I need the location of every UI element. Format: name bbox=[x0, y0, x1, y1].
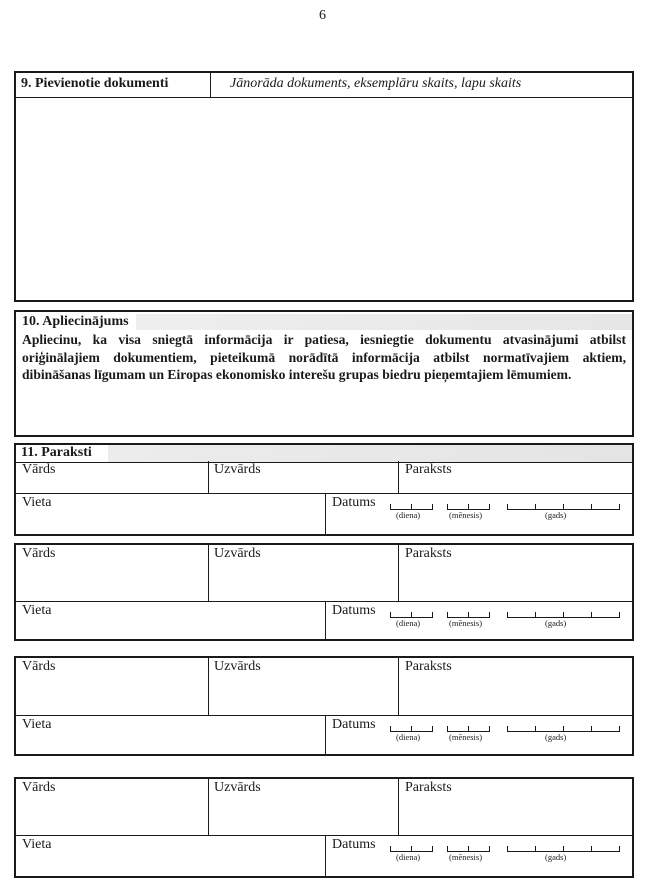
date-year-tick bbox=[507, 726, 508, 732]
place-label: Vieta bbox=[22, 837, 52, 852]
place-label: Vieta bbox=[22, 495, 52, 510]
first-name-label: Vārds bbox=[22, 780, 56, 795]
row-divider bbox=[16, 493, 632, 494]
date-day-label: (diena) bbox=[396, 852, 421, 862]
date-year-tick bbox=[535, 504, 536, 510]
row2-divider bbox=[325, 601, 326, 639]
date-month-tick bbox=[447, 846, 448, 852]
date-year-tick bbox=[507, 846, 508, 852]
date-day-tick bbox=[390, 846, 391, 852]
row1-divider-1 bbox=[208, 545, 209, 601]
date-day-tick bbox=[390, 612, 391, 618]
date-year-tick bbox=[535, 726, 536, 732]
certification-section bbox=[14, 310, 634, 437]
certification-title: 10. Apliecinājums bbox=[16, 314, 632, 330]
row2-divider bbox=[325, 835, 326, 876]
date-month-label: (mēnesis) bbox=[449, 732, 483, 742]
date-month-label: (mēnesis) bbox=[449, 618, 483, 628]
date-month-tick bbox=[489, 504, 490, 510]
first-name-field[interactable] bbox=[16, 676, 206, 715]
first-name-label: Vārds bbox=[22, 462, 56, 477]
date-day-tick bbox=[432, 726, 433, 732]
date-month-tick bbox=[447, 726, 448, 732]
header-divider bbox=[210, 73, 211, 97]
page-number: 6 bbox=[319, 8, 326, 23]
attached-documents-section bbox=[14, 71, 634, 302]
date-field[interactable] bbox=[387, 717, 627, 743]
place-field[interactable] bbox=[16, 621, 322, 637]
last-name-field[interactable] bbox=[210, 797, 396, 835]
place-field[interactable] bbox=[16, 855, 322, 871]
signature-block-2 bbox=[14, 543, 634, 641]
date-year-tick bbox=[619, 846, 620, 852]
signature-block-4 bbox=[14, 777, 634, 878]
row-divider bbox=[16, 601, 632, 602]
date-month-tick bbox=[489, 612, 490, 618]
signature-label: Paraksts bbox=[405, 546, 452, 561]
signature-field[interactable] bbox=[400, 563, 632, 601]
date-label: Datums bbox=[332, 717, 376, 732]
row1-divider-1 bbox=[208, 658, 209, 715]
attached-documents-hint: Jānorāda dokuments, eksemplāru skaits, lapu skaits bbox=[230, 76, 522, 91]
date-month-label: (mēnesis) bbox=[449, 510, 483, 520]
last-name-field[interactable] bbox=[210, 563, 396, 601]
date-month-tick bbox=[447, 504, 448, 510]
signature-block-3 bbox=[14, 656, 634, 756]
date-year-tick bbox=[507, 612, 508, 618]
date-label: Datums bbox=[332, 603, 376, 618]
date-month-tick bbox=[447, 612, 448, 618]
date-month-label: (mēnesis) bbox=[449, 852, 483, 862]
date-year-label: (gads) bbox=[545, 732, 567, 742]
row2-divider bbox=[325, 493, 326, 534]
place-field[interactable] bbox=[16, 513, 322, 529]
row2-divider bbox=[325, 715, 326, 754]
date-year-tick bbox=[619, 612, 620, 618]
first-name-field[interactable] bbox=[16, 479, 206, 493]
signature-label: Paraksts bbox=[405, 462, 452, 477]
last-name-label: Uzvārds bbox=[214, 462, 261, 477]
date-field[interactable] bbox=[387, 495, 627, 521]
date-day-tick bbox=[390, 504, 391, 510]
certification-text: Apliecinu, ka visa sniegtā informācija ir patiesa, iesniegtie dokumentu atvasinājumi atbilst oriģinālajiem dokumentiem, pieteikumā norādītā informācija atbilst normatīvajiem aktiem, dibināšanas līgumam un Eiropas ekonomisko interešu grupas biedru pieņemtajiem lēmumiem. bbox=[22, 332, 626, 382]
row1-divider-2 bbox=[398, 658, 399, 715]
date-day-tick bbox=[432, 504, 433, 510]
date-field[interactable] bbox=[387, 603, 627, 629]
date-month-tick bbox=[489, 846, 490, 852]
signature-field[interactable] bbox=[400, 479, 632, 493]
signature-label: Paraksts bbox=[405, 659, 452, 674]
last-name-label: Uzvārds bbox=[214, 546, 261, 561]
row1-divider-2 bbox=[398, 461, 399, 493]
date-field[interactable] bbox=[387, 837, 627, 863]
date-year-tick bbox=[535, 612, 536, 618]
last-name-field[interactable] bbox=[210, 479, 396, 493]
last-name-field[interactable] bbox=[210, 676, 396, 715]
row-divider bbox=[16, 835, 632, 836]
date-label: Datums bbox=[332, 837, 376, 852]
attached-documents-title: 9. Pievienotie dokumenti bbox=[21, 76, 169, 91]
last-name-label: Uzvārds bbox=[214, 659, 261, 674]
row1-divider-1 bbox=[208, 779, 209, 835]
signature-field[interactable] bbox=[400, 797, 632, 835]
date-day-tick bbox=[390, 726, 391, 732]
first-name-field[interactable] bbox=[16, 797, 206, 835]
date-day-tick bbox=[432, 846, 433, 852]
date-year-tick bbox=[535, 846, 536, 852]
date-label: Datums bbox=[332, 495, 376, 510]
signature-field[interactable] bbox=[400, 676, 632, 715]
date-year-label: (gads) bbox=[545, 510, 567, 520]
date-month-tick bbox=[489, 726, 490, 732]
row-divider bbox=[16, 715, 632, 716]
attached-documents-header bbox=[16, 73, 632, 98]
date-year-tick bbox=[591, 504, 592, 510]
date-year-label: (gads) bbox=[545, 852, 567, 862]
date-year-tick bbox=[619, 504, 620, 510]
first-name-label: Vārds bbox=[22, 659, 56, 674]
signature-block-1-fields bbox=[14, 443, 634, 536]
date-day-label: (diena) bbox=[396, 618, 421, 628]
signature-label: Paraksts bbox=[405, 780, 452, 795]
attached-documents-field[interactable] bbox=[16, 98, 632, 300]
date-day-label: (diena) bbox=[396, 510, 421, 520]
place-field[interactable] bbox=[16, 735, 322, 751]
date-day-tick bbox=[432, 612, 433, 618]
row1-divider-2 bbox=[398, 779, 399, 835]
date-day-label: (diena) bbox=[396, 732, 421, 742]
date-year-tick bbox=[591, 726, 592, 732]
date-year-tick bbox=[507, 504, 508, 510]
place-label: Vieta bbox=[22, 717, 52, 732]
date-year-tick bbox=[591, 846, 592, 852]
date-year-label: (gads) bbox=[545, 618, 567, 628]
row1-divider-1 bbox=[208, 461, 209, 493]
signatures-title: 11. Paraksti bbox=[21, 445, 92, 460]
place-label: Vieta bbox=[22, 603, 52, 618]
row1-divider-2 bbox=[398, 545, 399, 601]
first-name-field[interactable] bbox=[16, 563, 206, 601]
first-name-label: Vārds bbox=[22, 546, 56, 561]
date-year-tick bbox=[591, 612, 592, 618]
last-name-label: Uzvārds bbox=[214, 780, 261, 795]
date-year-tick bbox=[619, 726, 620, 732]
